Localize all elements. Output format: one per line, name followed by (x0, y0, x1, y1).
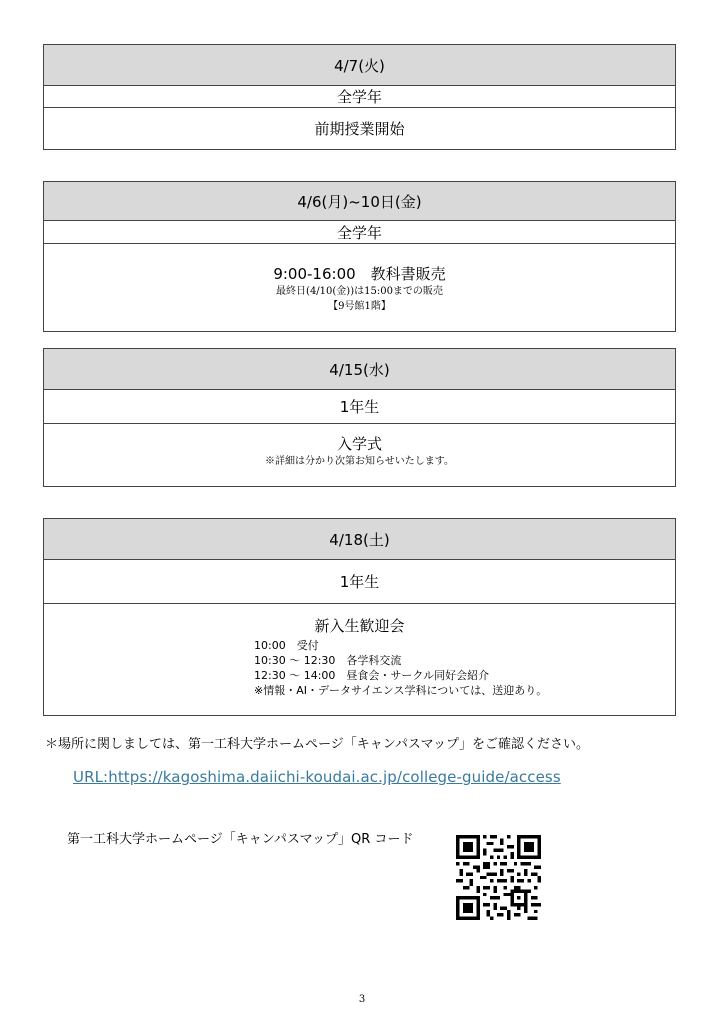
event-title: 前期授業開始 (44, 107, 675, 149)
event-title: 9:00-16:00 教科書販売 (273, 265, 446, 283)
schedule-line: ※情報・AI・データサイエンス学科については、送迎あり。 (254, 684, 548, 697)
schedule-line: 10:30 ～ 12:30 各学科交流 (254, 654, 402, 667)
event-body (44, 603, 675, 715)
event-note: 【9号館1階】 (328, 301, 391, 312)
event-box-2 (43, 181, 676, 332)
access-url-link[interactable]: URL:https://kagoshima.daiichi-koudai.ac.jp/college-guide/access (73, 768, 561, 786)
event-box-1 (43, 44, 676, 150)
event-date: 4/18(土) (44, 519, 675, 559)
page-number: 3 (358, 994, 366, 1005)
event-note: ※詳細は分かり次第お知らせいたします。 (265, 456, 454, 467)
event-schedule (254, 638, 547, 698)
event-date: 4/6(月)~10日(金) (44, 182, 675, 220)
qr-code-icon (456, 835, 541, 920)
event-audience: 1年生 (44, 389, 675, 423)
event-audience: 1年生 (44, 559, 675, 603)
event-note: 最終日(4/10(金))は15:00までの販売 (276, 286, 443, 297)
event-title: 入学式 (336, 435, 382, 453)
event-body (44, 243, 675, 331)
event-audience: 全学年 (44, 85, 675, 107)
event-body (44, 423, 675, 486)
qr-label: 第一工科大学ホームページ「キャンパスマップ」QR コード (67, 832, 414, 847)
event-date: 4/15(水) (44, 349, 675, 389)
schedule-line: 12:30 ～ 14:00 昼食会・サークル同好会紹介 (254, 669, 490, 682)
event-date: 4/7(火) (44, 45, 675, 85)
event-title: 新入生歓迎会 (314, 617, 405, 635)
schedule-line: 10:00 受付 (254, 639, 319, 652)
event-audience: 全学年 (44, 220, 675, 243)
event-box-4 (43, 518, 676, 716)
location-note: ＊場所に関しましては、第一工科大学ホームページ「キャンパスマップ」をご確認ください。 (45, 737, 590, 752)
event-box-3 (43, 348, 676, 487)
